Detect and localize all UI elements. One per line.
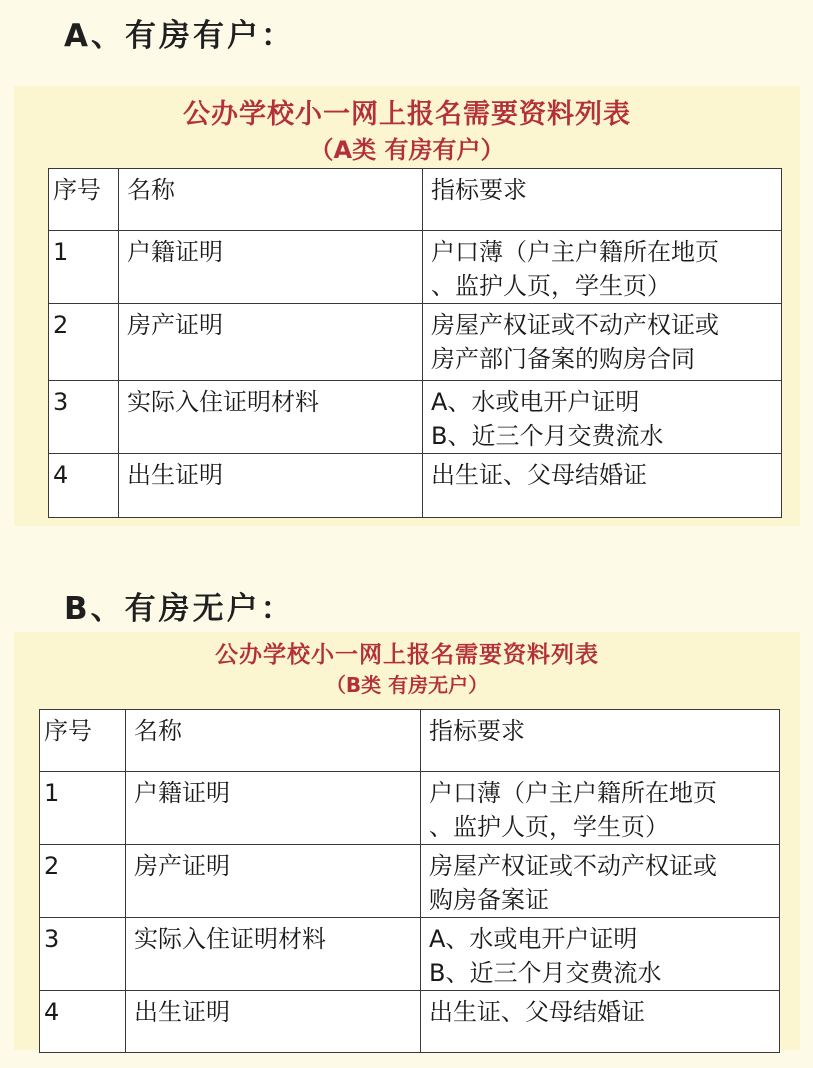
row-requirement	[421, 845, 780, 918]
row-number: 1	[49, 231, 119, 304]
table-row	[40, 918, 780, 991]
row-requirement	[423, 304, 782, 381]
requirement-line: 房屋产权证或不动产权证或	[431, 311, 719, 339]
row-number: 2	[49, 304, 119, 381]
requirement-line: 出生证、父母结婚证	[431, 461, 647, 489]
row-document-name: 户籍证明	[119, 231, 423, 304]
table-row	[49, 304, 782, 381]
column-header-name: 名称	[119, 169, 423, 231]
section-a-panel	[14, 86, 800, 526]
requirement-line: 户口薄（户主户籍所在地页	[431, 238, 719, 266]
requirement-line: A、水或电开户证明	[429, 925, 638, 953]
row-number: 3	[40, 918, 126, 991]
section-a-heading: A、有房有户：	[64, 18, 295, 54]
section-b-panel	[14, 632, 800, 1050]
row-document-name: 房产证明	[119, 304, 423, 381]
column-header-name: 名称	[126, 710, 421, 772]
table-header-row	[40, 710, 780, 772]
table-header-row	[49, 169, 782, 231]
row-requirement	[423, 454, 782, 518]
row-requirement	[423, 231, 782, 304]
section-b-heading: B、有房无户：	[64, 591, 295, 627]
row-document-name: 户籍证明	[126, 772, 421, 845]
column-header-requirement: 指标要求	[423, 169, 782, 231]
column-header-number: 序号	[40, 710, 126, 772]
requirements-table-a	[48, 168, 782, 518]
table-row	[40, 845, 780, 918]
column-header-requirement: 指标要求	[421, 710, 780, 772]
row-number: 4	[40, 991, 126, 1053]
table-row	[49, 231, 782, 304]
table-b-title: 公办学校小一网上报名需要资料列表	[215, 642, 599, 668]
table-row	[49, 454, 782, 518]
table-row	[49, 381, 782, 454]
row-number: 4	[49, 454, 119, 518]
requirement-line: B、近三个月交费流水	[429, 959, 662, 987]
table-b-subtitle: （B类 有房无户）	[325, 673, 489, 697]
table-row	[40, 772, 780, 845]
row-number: 3	[49, 381, 119, 454]
requirement-line: B、近三个月交费流水	[431, 422, 664, 450]
row-requirement	[421, 991, 780, 1053]
row-requirement	[421, 772, 780, 845]
requirement-line: 房屋产权证或不动产权证或	[429, 852, 717, 880]
requirement-line: 、监护人页，学生页）	[431, 272, 671, 300]
requirement-line: 户口薄（户主户籍所在地页	[429, 779, 717, 807]
row-number: 1	[40, 772, 126, 845]
row-document-name: 实际入住证明材料	[119, 381, 423, 454]
row-document-name: 出生证明	[119, 454, 423, 518]
row-requirement	[421, 918, 780, 991]
table-a-subtitle: （A类 有房有户）	[309, 136, 505, 164]
row-requirement	[423, 381, 782, 454]
requirement-line: 出生证、父母结婚证	[429, 998, 645, 1026]
requirement-line: A、水或电开户证明	[431, 388, 640, 416]
table-a-title: 公办学校小一网上报名需要资料列表	[183, 99, 631, 130]
row-document-name: 出生证明	[126, 991, 421, 1053]
column-header-number: 序号	[49, 169, 119, 231]
row-document-name: 实际入住证明材料	[126, 918, 421, 991]
requirement-line: 购房备案证	[429, 886, 549, 914]
row-number: 2	[40, 845, 126, 918]
table-row	[40, 991, 780, 1053]
requirement-line: 、监护人页，学生页）	[429, 813, 669, 841]
row-document-name: 房产证明	[126, 845, 421, 918]
requirement-line: 房产部门备案的购房合同	[431, 345, 695, 373]
requirements-table-b	[39, 709, 780, 1053]
